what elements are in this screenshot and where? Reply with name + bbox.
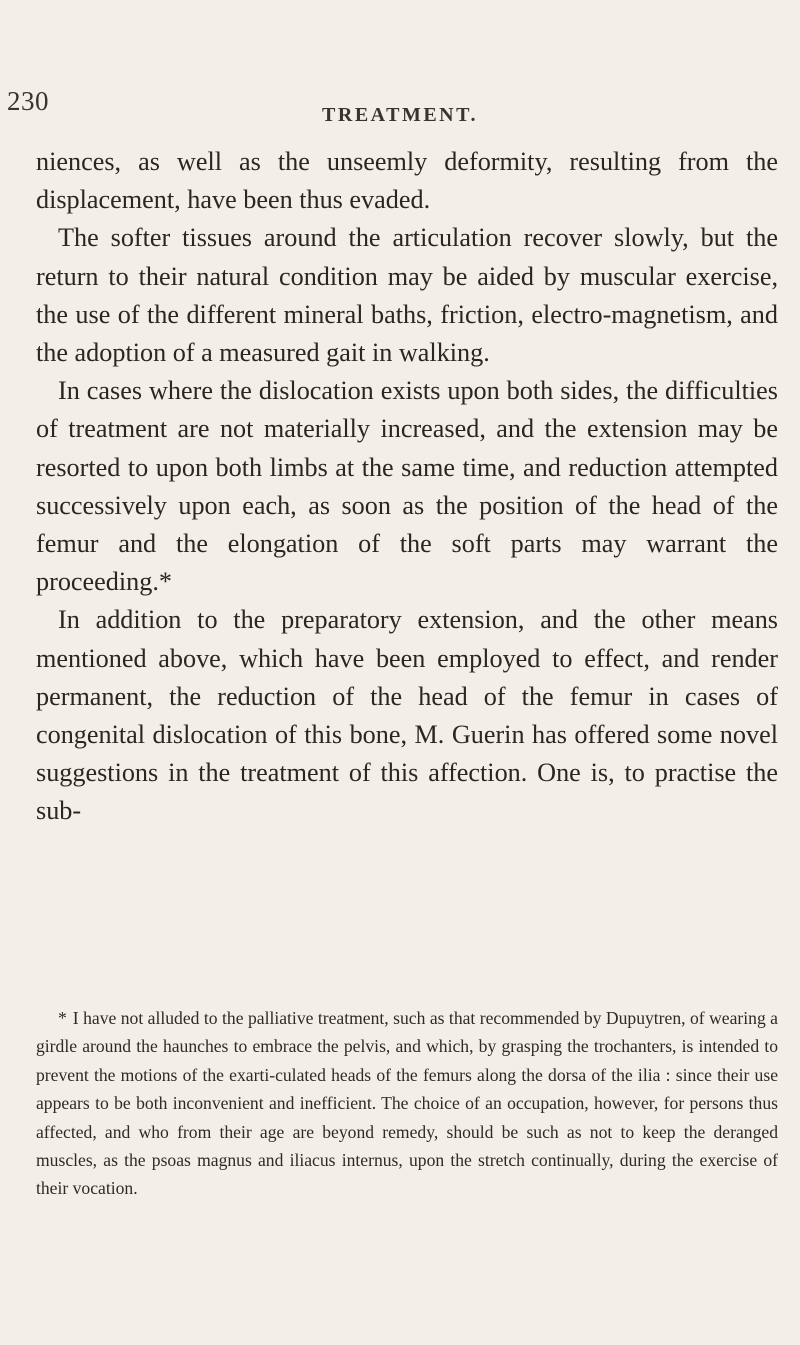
paragraph-both-sides: In cases where the dislocation exists upon both sides, the difficulties of treatment are not materially increased, and the extension may be resorted to upon both limbs at the same time, and reduction attempted successively upon each, as soon as the position of the head of the femur and the elongation of the soft parts may warrant the proceeding.*: [36, 376, 778, 597]
page-number: 230: [7, 86, 49, 116]
footnote-paragraph: [36, 1004, 778, 1203]
footnote: [36, 1004, 778, 1203]
running-head: TREATMENT.: [322, 104, 478, 126]
footnote-text: I have not alluded to the palliative treatment, such as that recommended by Dupuytren, of wearing a girdle around the haunches to embrace the pelvis, and which, by grasping the trochanters, is intended to prevent the motions of the exarti-culated heads of the femurs along the dorsa of the ilia : since their use appears to be both inconvenient and inefficient. The choice of an occupation, however, for persons thus affected, and who from their age are beyond remedy, should be such as not to keep the deranged muscles, as the psoas magnus and iliacus internus, upon the stretch continually, during the exercise of their vocation.: [36, 1008, 778, 1199]
main-text: [36, 143, 778, 831]
paragraph-guerin: In addition to the preparatory extension, and the other means mentioned above, which have been employed to effect, and render permanent, the reduction of the head of the femur in cases of congenital dislocation of this bone, M. Guerin has offered some novel suggestions in the treatment of this affection. One is, to practise the sub-: [36, 605, 778, 826]
paragraph-soft-tissues: The softer tissues around the articulation recover slowly, but the return to their natural condition may be aided by muscular exercise, the use of the different mineral baths, friction, electro-magnetism, and the adoption of a measured gait in walking.: [36, 223, 778, 368]
footnote-mark: *: [58, 1008, 67, 1028]
paragraph-continuation: niences, as well as the unseemly deformity, resulting from the displacement, have been thus evaded.: [36, 147, 778, 215]
